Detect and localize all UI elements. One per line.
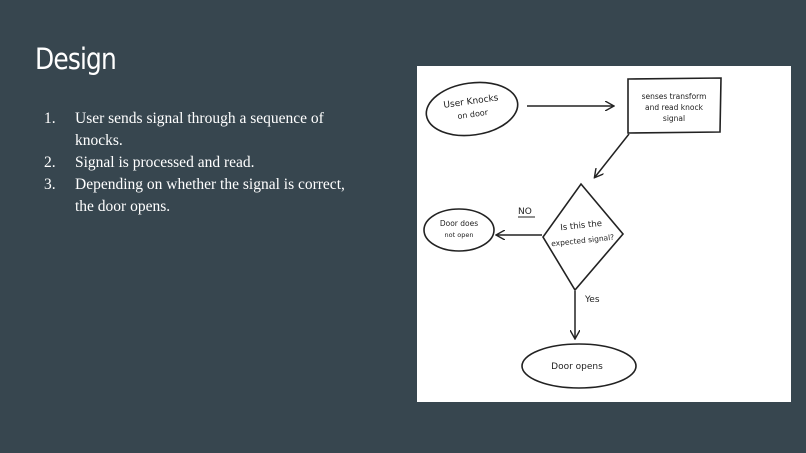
no-outcome-label-1: Door does [439, 219, 479, 228]
no-label: NO [518, 207, 532, 217]
yes-label: Yes [585, 295, 600, 305]
start-label-1: User Knocks [442, 93, 500, 111]
arrow-process-to-decision [595, 134, 629, 177]
steps-list [44, 108, 354, 218]
flowchart-image [417, 66, 791, 402]
no-outcome-label-2: not open [444, 231, 474, 239]
yes-outcome-label: Door opens [551, 362, 603, 372]
list-item-number: 3. [44, 176, 56, 193]
list-item-text: Depending on whether the signal is correct, the door opens. [75, 176, 345, 215]
flowchart-drawing [417, 66, 791, 402]
list-item [44, 108, 354, 152]
process-label-3: signal [662, 114, 686, 123]
decision-label-2: expected signal? [550, 232, 615, 249]
slide-title: Design [35, 42, 116, 76]
list-item-text: User sends signal through a sequence of knocks. [75, 110, 324, 149]
list-item-number: 2. [44, 154, 56, 171]
door-does-not-open-ellipse [424, 209, 494, 251]
process-label-1: senses transform [641, 92, 707, 101]
list-item-number: 1. [44, 110, 56, 127]
list-item [44, 152, 354, 174]
decision-label-1: Is this the [559, 218, 603, 234]
process-label-2: and read knock [645, 103, 703, 112]
list-item-text: Signal is processed and read. [75, 154, 255, 171]
start-ellipse [423, 77, 521, 141]
list-item [44, 174, 354, 218]
start-label-2: on door [456, 107, 489, 122]
